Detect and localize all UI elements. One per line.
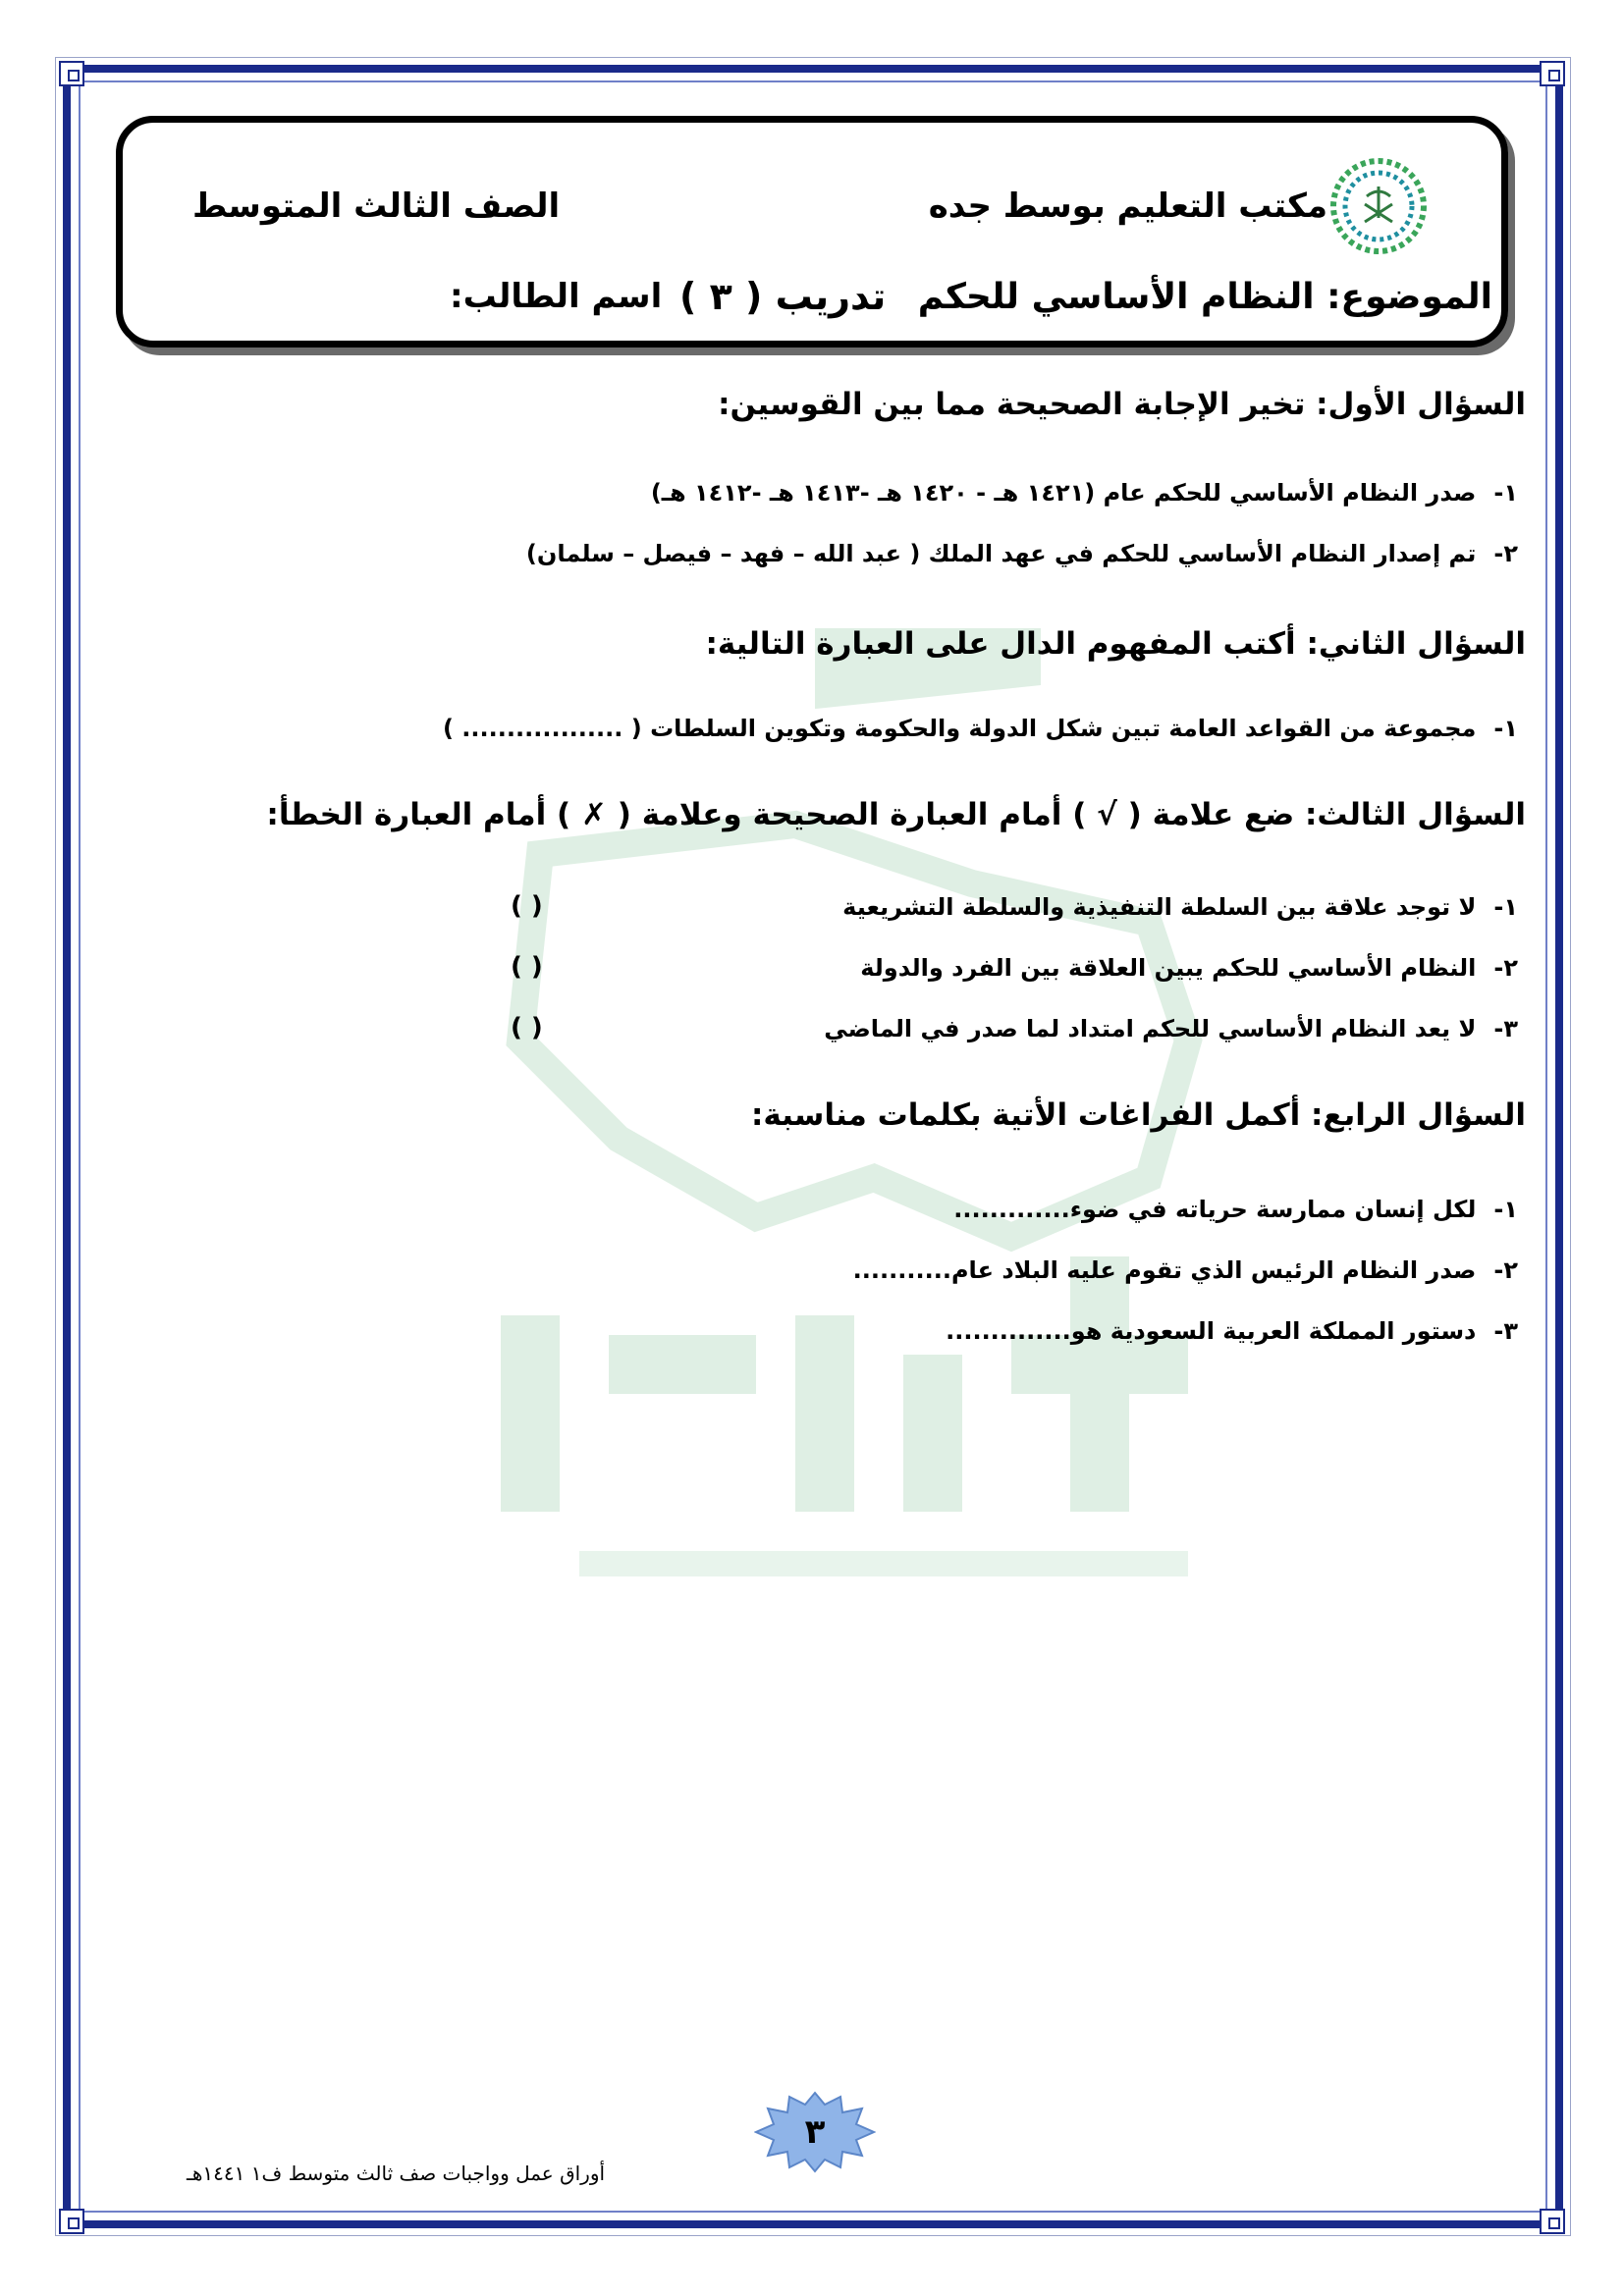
q3-item-3 xyxy=(824,1015,1518,1042)
header-box xyxy=(116,116,1508,347)
corner-ornament-bottom-left xyxy=(59,2209,84,2234)
item-text: لا توجد علاقة بين السلطة التنفيذية والسلطة التشريعية xyxy=(842,893,1477,921)
item-number: ١- xyxy=(1493,893,1518,921)
q3-answer-box-1[interactable]: ( ) xyxy=(511,891,543,921)
q3-title: السؤال الثالث: ضع علامة ( √ ) أمام العبارة الصحيحة وعلامة ( ✗ ) أمام العبارة الخطأ: xyxy=(266,797,1526,832)
corner-ornament-bottom-right xyxy=(1540,2209,1565,2234)
q3-answer-box-2[interactable]: ( ) xyxy=(511,952,543,982)
q3-answer-box-3[interactable]: ( ) xyxy=(511,1013,543,1042)
item-number: ١- xyxy=(1493,1196,1518,1223)
q4-item-1 xyxy=(953,1196,1518,1223)
q3-item-1 xyxy=(842,893,1518,921)
item-text: النظام الأساسي للحكم يبين العلاقة بين الفرد والدولة xyxy=(860,954,1477,982)
q4-item-2 xyxy=(853,1256,1518,1284)
item-text: تم إصدار النظام الأساسي للحكم في عهد الملك ( عبد الله – فهد – فيصل – سلمان) xyxy=(525,540,1477,567)
corner-ornament-top-left xyxy=(59,61,84,86)
item-text: لكل إنسان ممارسة حرياته في ضوء............. xyxy=(953,1196,1477,1223)
item-number: ٢- xyxy=(1493,1256,1518,1284)
grade-label: الصف الثالث المتوسط xyxy=(192,187,561,226)
q2-title: السؤال الثاني: أكتب المفهوم الدال على العبارة التالية: xyxy=(705,626,1526,662)
item-number: ١- xyxy=(1493,715,1518,742)
q1-item-1 xyxy=(651,479,1518,507)
item-text: صدر النظام الرئيس الذي تقوم عليه البلاد عام........... xyxy=(852,1256,1477,1284)
q3-item-2 xyxy=(860,954,1518,982)
subject-label: الموضوع: النظام الأساسي للحكم xyxy=(917,277,1492,317)
student-name-label: اسم الطالب: xyxy=(450,277,663,316)
q1-title: السؤال الأول: تخير الإجابة الصحيحة مما بين القوسين: xyxy=(718,387,1526,422)
corner-ornament-top-right xyxy=(1540,61,1565,86)
q2-item-1 xyxy=(443,715,1518,742)
item-text: مجموعة من القواعد العامة تبين شكل الدولة والحكومة وتكوين السلطات ( .................. ) xyxy=(442,715,1477,742)
q1-item-2 xyxy=(526,540,1518,567)
q4-title: السؤال الرابع: أكمل الفراغات الأتية بكلمات مناسبة: xyxy=(750,1097,1526,1133)
item-number: ٢- xyxy=(1493,540,1518,567)
item-number: ٣- xyxy=(1493,1317,1518,1345)
item-number: ٣- xyxy=(1493,1015,1518,1042)
footer-note: أوراق عمل وواجبات صف ثالث متوسط ف١ ١٤٤١هـ xyxy=(187,2162,606,2185)
item-number: ١- xyxy=(1493,479,1518,507)
item-number: ٢- xyxy=(1493,954,1518,982)
q4-item-3 xyxy=(946,1317,1518,1345)
item-text: لا يعد النظام الأساسي للحكم امتداد لما صدر في الماضي xyxy=(824,1015,1477,1042)
page-number: ٣ xyxy=(804,2112,826,2152)
office-name: مكتب التعليم بوسط جده xyxy=(928,187,1327,226)
item-text: دستور المملكة العربية السعودية هو.............. xyxy=(946,1317,1477,1345)
training-label: تدريب ( ٣ ) xyxy=(679,275,887,318)
item-text: صدر النظام الأساسي للحكم عام (١٤٢١ هـ - ١٤٢٠ هـ -١٤١٣ هـ -١٤١٢ هـ) xyxy=(650,479,1477,507)
